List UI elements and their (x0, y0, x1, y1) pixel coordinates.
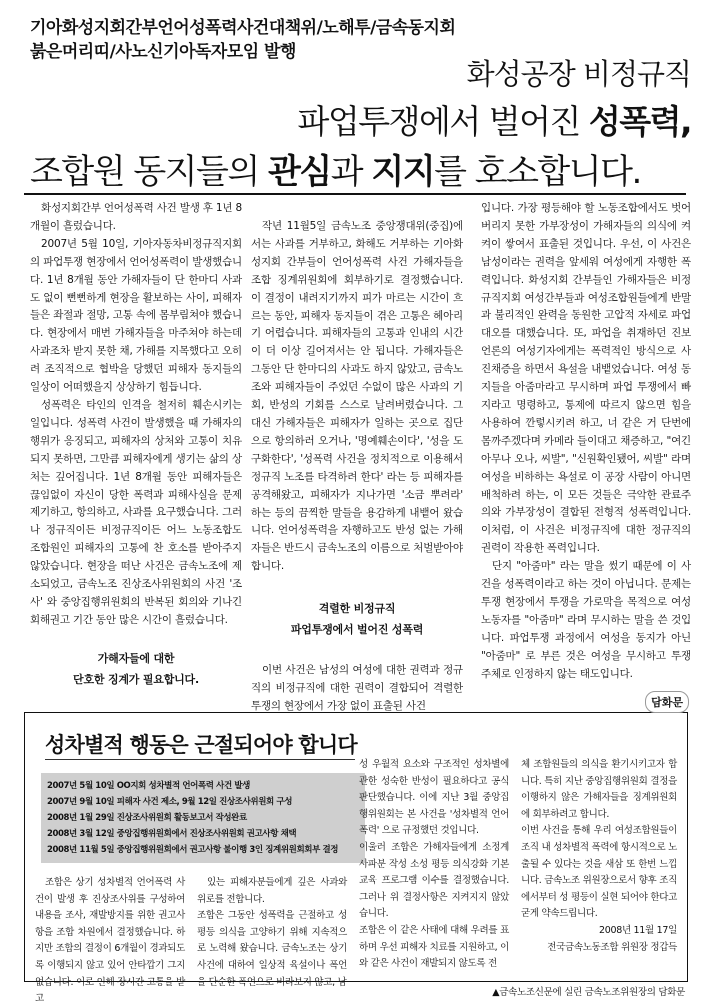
photo-caption: ▲금속노조신문에 실린 금속노조위원장의 담화문 (492, 987, 685, 998)
statement-text: 있는 피해자분들에게 깊은 사과와 위로를 전합니다. 조합은 그동안 성폭력을 근절하고 성평등 의식을 고양하기 위해 지속적으로 노력해 왔습니다. 금속노조는 상기 사건에 대하여 일상적 육설이나 폭언을 단순한 폭언으로 비라보지 않고, 남 (197, 877, 347, 988)
publishers-line-2: 붉은머리띠/사노신기아독자모임 발행 (30, 42, 296, 62)
paragraph: 작년 11월5일 금속노조 중앙쟁대위(중집)에서는 사과를 거부하고, 화해도 거부하는 기아화성지회 간부들이 언어성폭력 사건 가해자들을 조합 징계위원회에 회부하기로 결정했습니다. 이 결정이 내려지기까지 피가 마르는 시간이 흐르는 동안, 피해자 동지들이 겪은 고통은 헤아리기 어렵습니다. 피해자들의 고통과 인내의 시간이 더 이상 길어져서는 안 됩니다. 가해자들은 그동안 단 한마디의 사과도 하지 않았고, 금속노조와 피해자들이 주었던 수없이 많은 사과의 기회, 반성의 기회를 스스로 날려버렸습니다. 그 대신 가해자들은 피해자가 일하는 곳으로 집단으로 항의하러 오거나, '명예훼손이다', '성을 도구화한다', '성폭력 사건을 정치적으로 이용해서 정규직 노조를 타격하려 한다' 라는 등 피해자를 공격해왔고, 피해자가 지나가면 '소금 뿌려라' 하는 등의 끔찍한 말들을 용감하게 내뱉어 왔습니다. 언어성폭력을 자행하고도 반성 없는 가해자들은 반드시 금속노조의 이름으로 처벌받아야 합니다. (251, 220, 463, 573)
statement-text: 체 조합원들의 의식을 환기시키고자 합니다. 특히 지난 중앙집행위원회 결정을 이행하지 않은 가해자들을 징계위원회에 회부하려고 합니다. 이번 사건을 통해 우리 여성조합원들이 조직 내 성차별적 폭력에 항시적으로 노출될 수 있다는 것을 새삼 또 한번 느낍니다. 금속노조 위원장으로서 향후 조직에서부터 성 평등이 실현 되어야 한다고 굳게 약속드립니다. (521, 759, 677, 920)
statement-column-4 (521, 757, 677, 956)
statement-badge: 담화문 (645, 691, 689, 713)
subheading: 가해자들에 대한 (97, 651, 175, 665)
article-column-3 (481, 200, 691, 683)
statement-text: 성 우월적 요소와 구조적인 성차별에 관한 성숙한 반성이 필요하다고 공식 판단했습니다. 이에 지난 3월 중앙집행위원회는 본 사건을 '성차별적 언어폭력' 으로 규정했던 것입니다. 이울러 조합은 가해자들에게 소정계 사파분 작성 소성 평등 의식강화 기본 교육 프로그램 이수를 결정했습니다. 그러나 위 결정사항은 지켜지지 않았습니다. 조합은 이 같은 사태에 대해 우려를 표하며 우선 피해자 치료를 지원하고, 이와 같은 사건이 재발되지 않도록 전 (359, 759, 509, 970)
timeline-item: 2008년 3월 12일 중앙집행위원회에서 진상조사위원회 권고사항 채택 (47, 829, 297, 839)
header-divider (24, 193, 686, 195)
headline-line-3 (30, 144, 641, 193)
statement-title: 성차별적 행동은 근절되어야 합니다 (45, 733, 357, 757)
headline-line-1 (467, 52, 691, 93)
timeline-item: 2008년 11월 5일 중앙집행위원회에서 권고사항 불이행 3인 징계위원회회부 결정 (47, 845, 339, 855)
timeline-item: 2008년 1월 29일 진상조사위원회 활동보고서 작성완료 (47, 813, 247, 823)
title-underline (45, 759, 355, 760)
statement-text: 조합은 상기 성차별적 언어폭력 사건이 발생 후 진상조사위를 구성하여 내용을 조사, 재발방지를 위한 권고사항을 조합 차원에서 결정했습니다. 하지만 조합의 결정이 6개월이 경과되도록 이행되지 않고 있어 안타깝기 그지없습니다. 이로 인해 장시간 고통을 받고 (35, 877, 185, 1005)
headline-line-3-text-a: 조합원 동지들의 (30, 152, 269, 192)
paragraph: 2007년 5월 10일, 기아자동차비정규직지회의 파업투쟁 현장에서 언어성폭력이 발생했습니다. 1년 8개월 동안 가해자들이 단 한마디 사과도 없이 뻔뻔하게 현장을 활보하는 사이, 피해자들은 좌절과 절망, 고통 속에 몸부림쳐야 했습니다. 현장에서 매번 가해자들을 마주쳐야 하는데 사과조차 받지 못한 채, 가해를 지목했다고 오히려 조직적으로 협박을 당했던 피해자 동지들의 일상이 어떠했을지 상상하기 힘듭니다. (30, 237, 242, 394)
publishers-line-1: 기아화성지회간부언어성폭력사건대책위/노해투/금속동지회 (30, 18, 456, 38)
timeline-box (41, 773, 365, 863)
paragraph: 성폭력은 타인의 인격을 철저히 훼손시키는 일입니다. 성폭력 사건이 발생했을 때 가해자의 행위가 응징되고, 피해자의 상처와 고통이 치유되지 못하면, 그만큼 피해자에게 생기는 삶의 상처는 깊어집니다. 1년 8개월 동안 피해자들은 끊임없이 자신이 당한 폭력과 피해사실을 문제제기하고, 항의하고, 사과를 요구했습니다. 그러나 정규직이든 비정규직이든 어느 노동조합도 조합원인 피해자의 고통에 찬 호소를 받아주지 않았습니다. 현장을 떠난 사건은 금속노조에 제소되었고, 금속노조 진상조사위원회의 사건 '조사' 와 중앙집행위원회의 반복된 회의와 기나긴 회해권고 기간 동안 많은 시간이 흘렀습니다. (30, 398, 242, 626)
paragraph: 이번 사건은 남성의 여성에 대한 권력과 정규직의 비정규직에 대한 권력이 결합되어 격렬한 투쟁의 현장에서 가장 없이 표출된 사건 (251, 664, 463, 712)
statement-column-1 (35, 875, 185, 1008)
headline-line-2 (297, 96, 691, 143)
paragraph: 화성지회간부 언어성폭력 사건 발생 후 1년 8개월이 흘렀습니다. (30, 202, 242, 232)
headline-line-3-emphasis-a: 관심 (268, 152, 331, 192)
timeline-item: 2007년 5월 10일 OO지회 성차별적 언어폭력 사건 발생 (47, 781, 250, 791)
subheading: 단호한 징계가 필요합니다. (73, 672, 199, 686)
statement-column-3 (359, 757, 509, 973)
statement-date: 2008년 11월 17일 (598, 924, 677, 936)
statement-column-2 (197, 875, 347, 991)
timeline-item: 2007년 9월 10일 피해자 사건 제소, 9월 12일 진상조사위원회 구성 (47, 797, 293, 807)
headline-line-3-text-c: 를 호소합니다. (434, 152, 641, 192)
paragraph: 입니다. 가장 평등해야 할 노동조합에서도 벗어버리지 못한 가부장성이 가해자들의 의식에 켜켜이 쌓여서 표출된 것입니다. 우선, 이 사건은 남성이라는 권력을 앞세워 여성에게 자행한 폭력입니다. 화성지회 간부들인 가해자들은 비정규직지회 여성간부들과 여성조합원들에게 반말과 불리적인 완력을 동원한 고압적 자세로 파업대오를 대했습니다. 또, 파업을 취재하던 진보언론의 여성기자에게는 폭력적인 방식으로 사진채증을 하면서 욕설을 내뱉었습니다. 여성 동지들을 아줌마라고 무시하며 파업 투쟁에서 빠지라고 명령하고, 통제에 따르지 않으면 힘을 사용하여 깐렇시키려 하고, 너 같은 거 단번에 몸까주겠다며 카메라 들이대고 채증하고, "여긴 아무나 오나, 씨발", "신원확인됐어, 씨발" 라며 여성을 비하하는 욕설로 이 공장 사람이 아니면 배척하려 하는, 이 모든 것들은 극악한 관료주의와 가부장성이 결합된 전형적 성폭력입니다. 이처럼, 이 사건은 비정규직에 대한 정규직의 권력이 작용한 폭력입니다. (481, 202, 691, 555)
article-column-2 (251, 218, 463, 716)
headline-line-1-text: 화성공장 비정규직 (466, 57, 691, 91)
subheading: 격렬한 비정규직 (318, 602, 396, 616)
article-column-1 (30, 200, 242, 690)
headline-line-2-text: 파업투쟁에서 벌어진 (297, 102, 589, 141)
headline-line-3-text-b: 과 (330, 152, 372, 192)
headline-line-3-emphasis-b: 지지 (371, 152, 435, 192)
statement-signer: 전국금속노동조합 위원장 정갑득 (547, 941, 677, 953)
headline-line-2-emphasis: 성폭력, (588, 102, 691, 141)
subheading: 파업투쟁에서 벌어진 성폭력 (290, 623, 424, 637)
paragraph: 단지 "아줌마" 라는 말을 썼기 때문에 이 사건을 성폭력이라고 하는 것이 아닙니다. 문제는 투쟁 현장에서 투쟁을 가로막을 목적으로 여성 노동자를 "아줌마" 라며 무시하는 말을 쓴 것입니다. 파업투쟁 과정에서 여성을 동지가 아닌 "아줌마" 로 부른 것은 여성을 무시하고 투쟁 주체로 인정하지 않는 태도입니다. (481, 560, 691, 680)
